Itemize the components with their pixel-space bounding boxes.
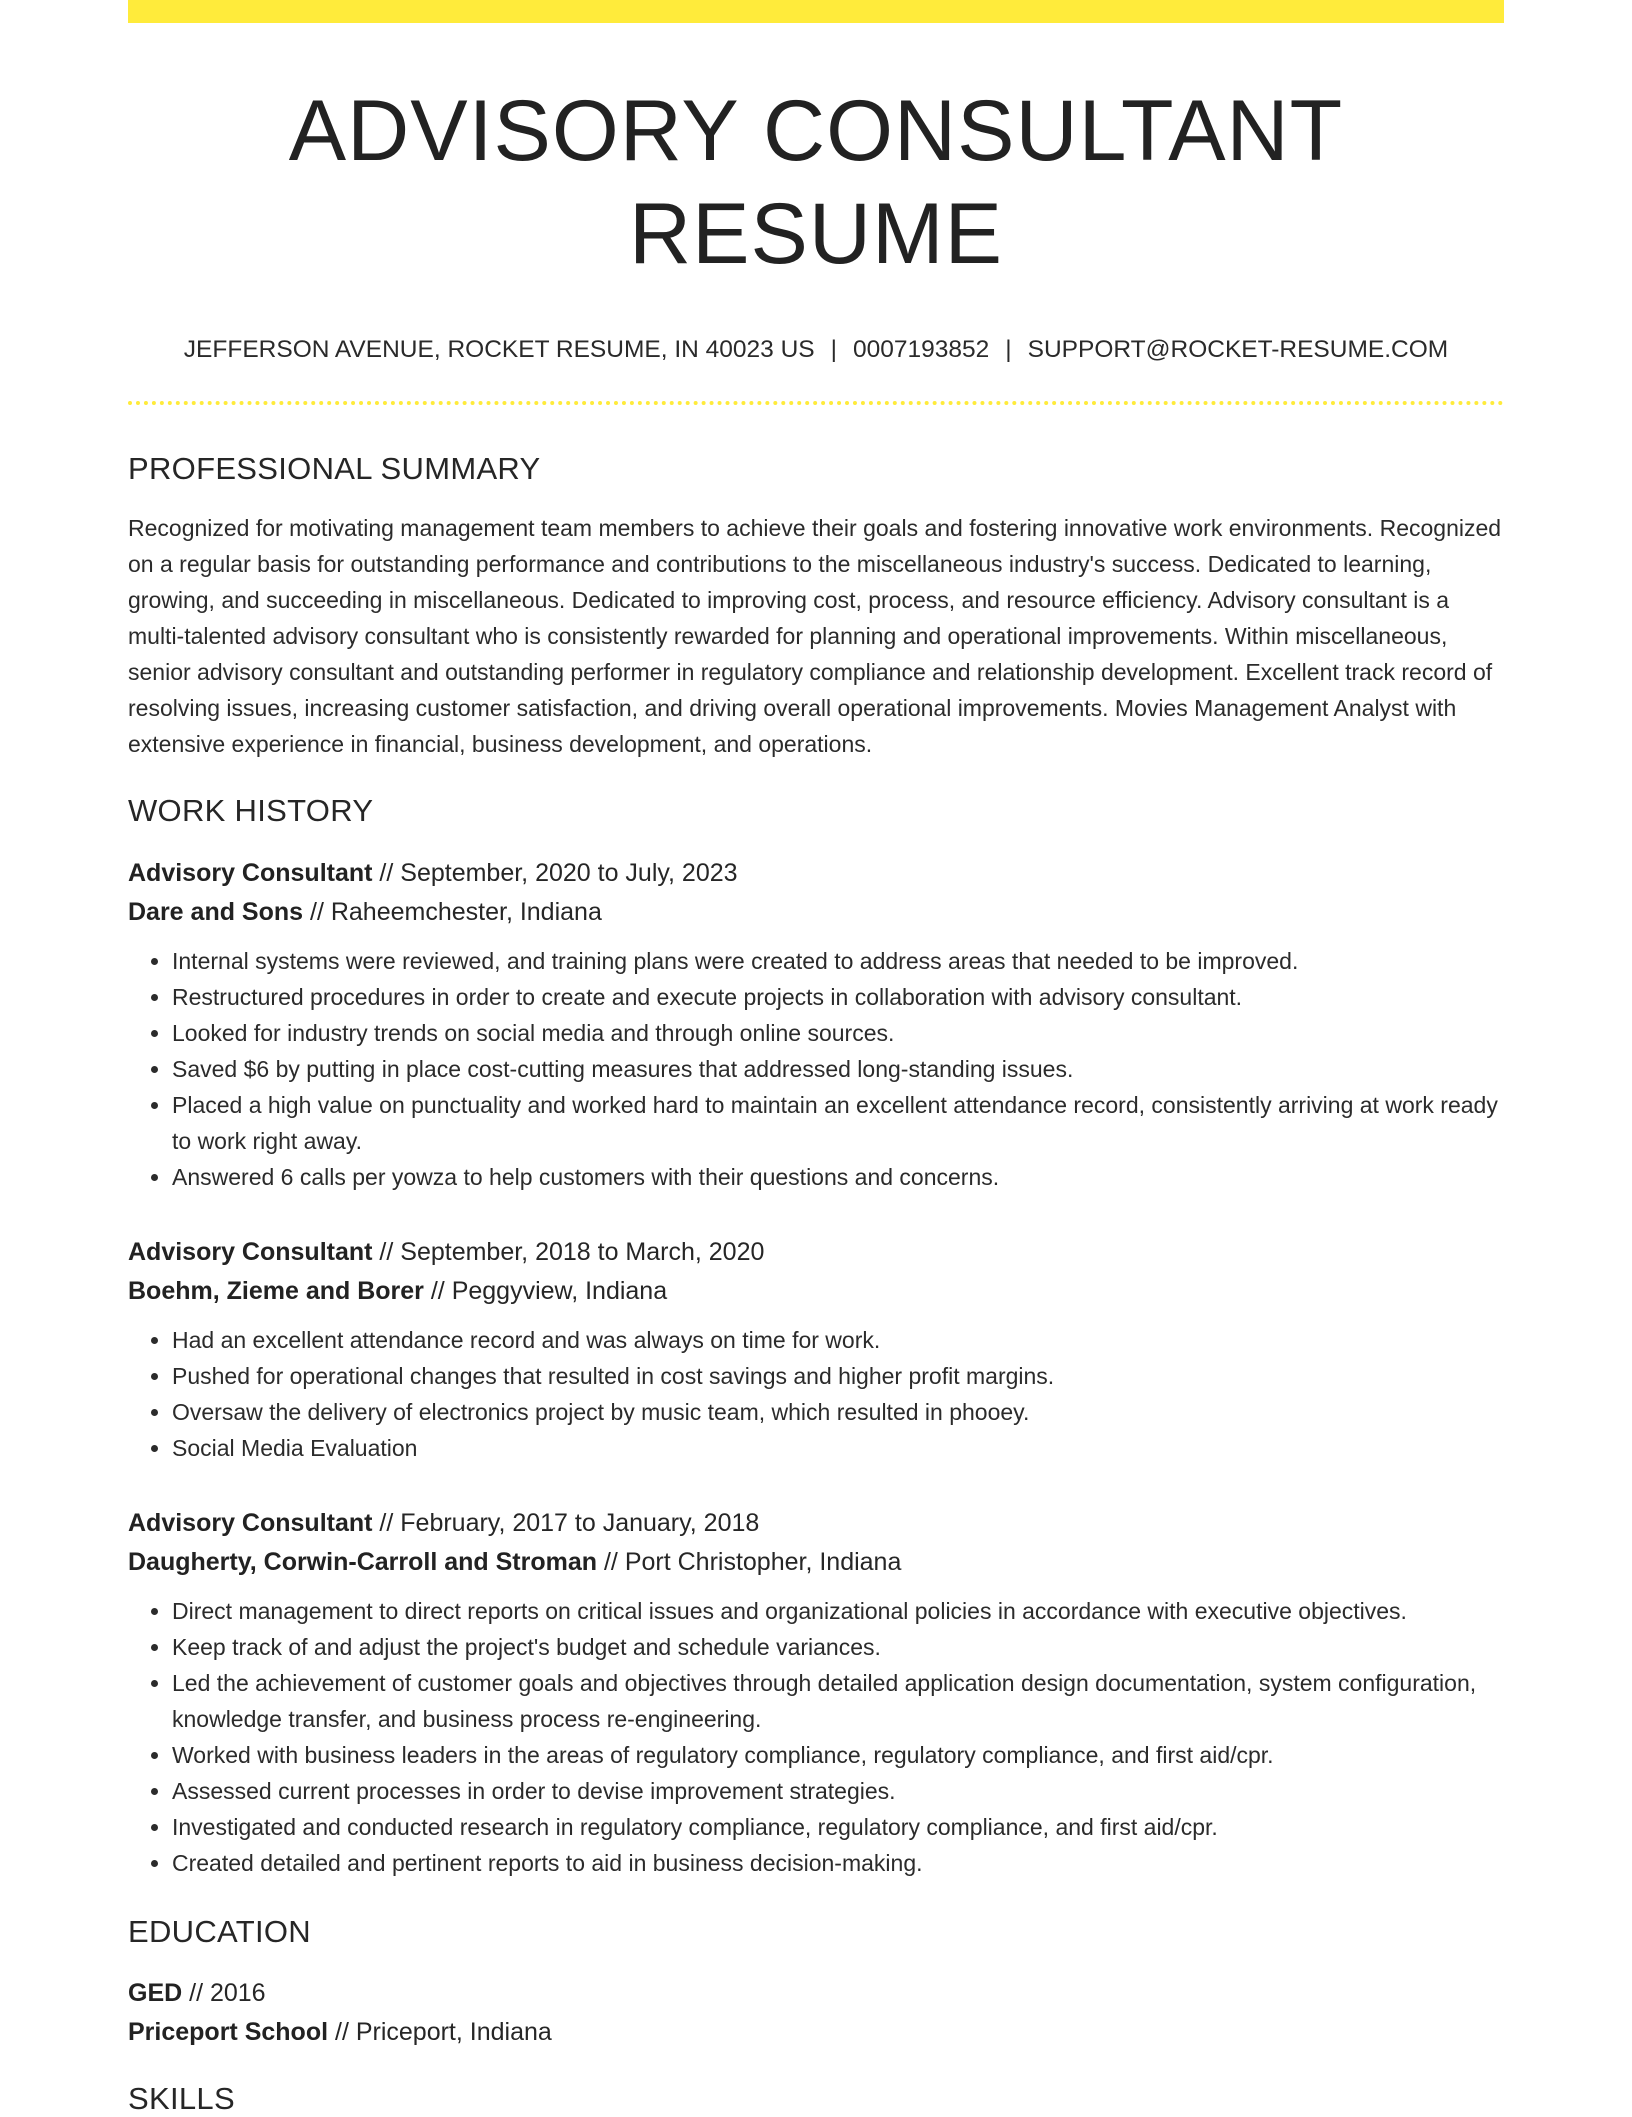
resume-page: [128, 0, 1504, 2117]
education-degree-line: [128, 1974, 1504, 2013]
contact-separator: |: [830, 336, 837, 364]
contact-phone: 0007193852: [853, 336, 990, 364]
job-company-line: [128, 893, 1504, 932]
education-heading: EDUCATION: [128, 1913, 311, 1949]
job-role: Advisory Consultant: [128, 1508, 373, 1537]
job-role: Advisory Consultant: [128, 858, 373, 887]
contact-email: SUPPORT@ROCKET-RESUME.COM: [1027, 336, 1449, 364]
job-bullet: • Assessed current processes in order to devise improvement strategies.: [172, 1773, 1504, 1809]
job-bullet: • Keep track of and adjust the project's budget and schedule variances.: [172, 1629, 1504, 1665]
job-bullets: [128, 1593, 1504, 1881]
resume-title: ADVISORY CONSULTANT RESUME: [288, 83, 1344, 283]
contact-address: JEFFERSON AVENUE, ROCKET RESUME, IN 40023 US: [183, 336, 815, 364]
job-bullet: • Looked for industry trends on social media and through online sources.: [172, 1015, 1504, 1051]
job-bullet: • Investigated and conducted research in regulatory compliance, regulatory compliance, and first aid/cpr.: [172, 1809, 1504, 1845]
job-company: Daugherty, Corwin-Carroll and Stroman: [128, 1547, 598, 1576]
job-company: Boehm, Zieme and Borer: [128, 1276, 424, 1305]
job-bullet: • Had an excellent attendance record and was always on time for work.: [172, 1322, 1504, 1358]
job-bullets: [128, 943, 1504, 1195]
job-role-line: [128, 1233, 1504, 1272]
job-bullet: • Created detailed and pertinent reports to aid in business decision-making.: [172, 1845, 1504, 1881]
job-bullet: • Direct management to direct reports on critical issues and organizational policies in accordance with executive objectives.: [172, 1593, 1504, 1629]
summary-heading: PROFESSIONAL SUMMARY: [128, 451, 541, 487]
accent-top-bar: [128, 0, 1504, 23]
dotted-divider: [128, 401, 1504, 405]
job-location: // Port Christopher, Indiana: [597, 1547, 902, 1576]
job-company-line: [128, 1543, 1504, 1582]
job-bullet: • Oversaw the delivery of electronics project by music team, which resulted in phooey.: [172, 1394, 1504, 1430]
job-bullet: • Worked with business leaders in the areas of regulatory compliance, regulatory compliance, and first aid/cpr.: [172, 1737, 1504, 1773]
job-bullets: [128, 1322, 1504, 1466]
education-year: // 2016: [182, 1978, 266, 2007]
job-role-line: [128, 1504, 1504, 1543]
contact-separator: |: [1005, 336, 1012, 364]
job-entry: [128, 1233, 1504, 1466]
job-bullet: • Saved $6 by putting in place cost-cutting measures that addressed long-standing issues.: [172, 1051, 1504, 1087]
job-entry: [128, 1504, 1504, 1881]
education-school-line: [128, 2013, 1504, 2052]
job-bullet: • Led the achievement of customer goals and objectives through detailed application design documentation, system configuration, knowledge transfer, and business process re-engineering.: [172, 1665, 1504, 1737]
job-company-line: [128, 1272, 1504, 1311]
education-degree: GED: [128, 1978, 183, 2007]
education-entry: [128, 1974, 1504, 2052]
job-entry: [128, 854, 1504, 1195]
job-bullet: • Internal systems were reviewed, and training plans were created to address areas that needed to be improved.: [172, 943, 1504, 979]
job-role-line: [128, 854, 1504, 893]
job-dates: // September, 2018 to March, 2020: [372, 1237, 765, 1266]
education-location: // Priceport, Indiana: [328, 2017, 552, 2046]
job-dates: // February, 2017 to January, 2018: [372, 1508, 760, 1537]
job-bullet: • Social Media Evaluation: [172, 1430, 1504, 1466]
job-location: // Peggyview, Indiana: [423, 1276, 668, 1305]
job-bullet: • Placed a high value on punctuality and worked hard to maintain an excellent attendance record, consistently arriving at work ready to work right away.: [172, 1087, 1504, 1159]
skills-heading: SKILLS: [128, 2080, 235, 2116]
education-school: Priceport School: [128, 2017, 329, 2046]
job-company: Dare and Sons: [128, 897, 304, 926]
job-bullet: • Pushed for operational changes that resulted in cost savings and higher profit margins.: [172, 1358, 1504, 1394]
job-bullet: • Restructured procedures in order to create and execute projects in collaboration with advisory consultant.: [172, 979, 1504, 1015]
work-history-heading: WORK HISTORY: [128, 793, 374, 829]
contact-line: [128, 334, 1504, 366]
job-role: Advisory Consultant: [128, 1237, 373, 1266]
job-dates: // September, 2020 to July, 2023: [372, 858, 738, 887]
job-location: // Raheemchester, Indiana: [303, 897, 602, 926]
summary-text: Recognized for motivating management team members to achieve their goals and fostering innovative work environments. Recognized on a regular basis for outstanding performance and contributions to the miscellaneous industry's success. Dedicated to learning, growing, and succeeding in miscellaneous. Dedicated to improving cost, process, and resource efficiency. Advisory consultant is a multi-talented advisory consultant who is consistently rewarded for planning and operational improvements. Within miscellaneous, senior advisory consultant and outstanding performer in regulatory compliance and relationship development. Excellent track record of resolving issues, increasing customer satisfaction, and driving overall operational improvements. Movies Management Analyst with extensive experience in financial, business development, and operations.: [128, 515, 1502, 758]
job-bullet: • Answered 6 calls per yowza to help customers with their questions and concerns.: [172, 1159, 1504, 1195]
